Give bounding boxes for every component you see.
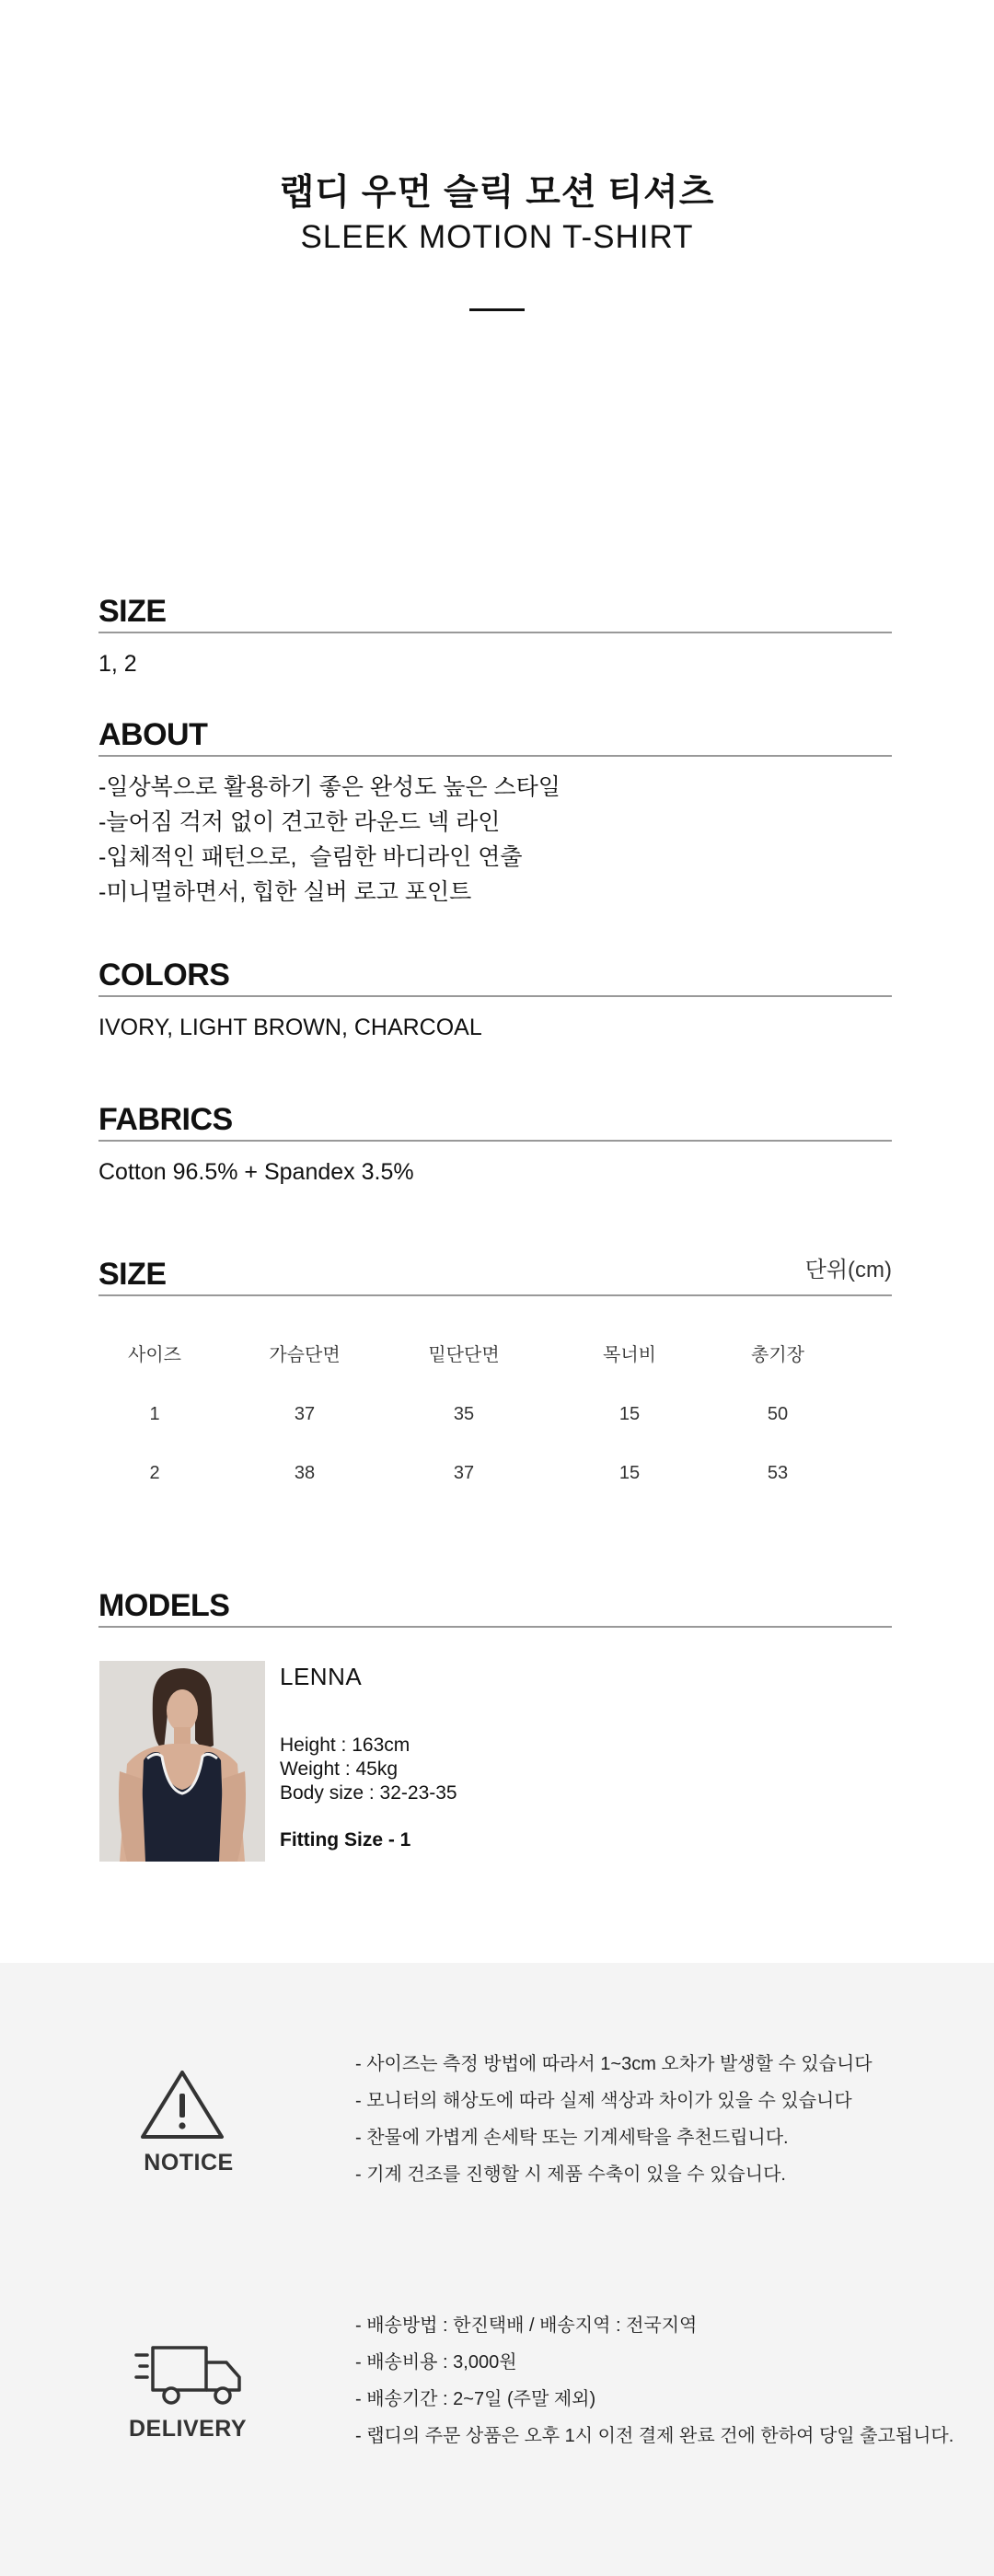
table-cell: 2 <box>149 1463 160 1483</box>
table-cell: 37 <box>453 1463 475 1483</box>
notice-label: NOTICE <box>144 2150 234 2176</box>
product-title-korean: 랩디 우먼 슬릭 모션 티셔츠 <box>279 173 715 213</box>
table-cell: 15 <box>618 1463 641 1483</box>
delivery-line: - 랩디의 주문 상품은 오후 1시 이전 결제 완료 건에 한하여 당일 출고됩니다. <box>355 2426 954 2446</box>
about-line: -일상복으로 활용하기 좋은 완성도 높은 스타일 <box>98 774 561 800</box>
about-section <box>98 717 892 910</box>
about-section-body <box>98 770 892 910</box>
table-header-row <box>98 1326 892 1385</box>
delivery-line: - 배송기간 : 2~7일 (주말 제외) <box>355 2389 596 2409</box>
size-options-text: 1, 2 <box>98 651 137 677</box>
size-chart-unit: 단위(cm) <box>804 1258 892 1282</box>
table-header-cell: 가슴단면 <box>269 1345 341 1365</box>
model-height: Height : 163cm <box>280 1735 410 1756</box>
table-header-cell: 총기장 <box>751 1345 804 1365</box>
model-photo <box>99 1661 265 1862</box>
about-line: -미니멀하면서, 힙한 실버 로고 포인트 <box>98 879 472 905</box>
delivery-label: DELIVERY <box>129 2416 248 2442</box>
notice-line: - 모니터의 해상도에 따라 실제 색상과 차이가 있을 수 있습니다 <box>355 2091 852 2111</box>
notice-line: - 찬물에 가볍게 손세탁 또는 기계세탁을 추천드립니다. <box>355 2128 789 2148</box>
table-cell: 35 <box>453 1404 475 1424</box>
models-section <box>98 1588 892 1628</box>
size-chart-section <box>98 1259 892 1296</box>
table-row <box>98 1385 892 1444</box>
product-title-english: SLEEK MOTION T-SHIRT <box>300 219 694 255</box>
about-section-header <box>98 717 892 757</box>
model-name: LENNA <box>280 1663 363 1690</box>
model-fitting-size: Fitting Size - 1 <box>280 1829 411 1851</box>
title-divider <box>469 308 525 311</box>
table-header-cell: 밑단단면 <box>428 1345 500 1365</box>
size-section-body <box>98 646 892 681</box>
size-chart-header <box>98 1259 892 1296</box>
table-cell: 50 <box>767 1404 789 1424</box>
model-figure-illustration <box>99 1661 265 1862</box>
delivery-line: - 배송방법 : 한진택배 / 배송지역 : 전국지역 <box>355 2315 698 2336</box>
product-header <box>0 0 994 552</box>
model-body-size: Body size : 32-23-35 <box>280 1782 457 1804</box>
colors-text: IVORY, LIGHT BROWN, CHARCOAL <box>98 1015 482 1040</box>
table-row <box>98 1444 892 1503</box>
about-section-title: ABOUT <box>98 717 208 752</box>
model-weight: Weight : 45kg <box>280 1758 399 1780</box>
fabrics-text: Cotton 96.5% + Spandex 3.5% <box>98 1159 414 1185</box>
fabrics-section-header <box>98 1102 892 1142</box>
colors-section-title: COLORS <box>98 957 230 992</box>
table-header-cell: 목너비 <box>603 1345 656 1365</box>
fabrics-section <box>98 1102 892 1189</box>
size-section <box>98 594 892 681</box>
about-line: -입체적인 패턴으로, 슬림한 바디라인 연출 <box>98 844 523 870</box>
fabrics-section-body <box>98 1155 892 1189</box>
notice-line: - 기계 건조를 진행할 시 제품 수축이 있을 수 있습니다. <box>355 2164 786 2185</box>
size-table <box>98 1326 892 1503</box>
delivery-truck-icon <box>134 2342 245 2410</box>
table-cell: 38 <box>294 1463 316 1483</box>
delivery-line: - 배송비용 : 3,000원 <box>355 2352 517 2373</box>
colors-section <box>98 957 892 1045</box>
fabrics-section-title: FABRICS <box>98 1102 233 1137</box>
model-stats <box>280 1734 832 1805</box>
warning-icon <box>138 2068 226 2141</box>
size-section-title: SIZE <box>98 594 167 629</box>
size-chart-title: SIZE <box>98 1257 167 1292</box>
models-section-header <box>98 1588 892 1628</box>
delivery-list <box>355 2307 954 2454</box>
notice-list <box>355 2046 944 2193</box>
about-line: -늘어짐 걱저 없이 견고한 라운드 넥 라인 <box>98 809 501 835</box>
table-cell: 1 <box>149 1404 160 1424</box>
colors-section-header <box>98 957 892 997</box>
table-cell: 53 <box>767 1463 789 1483</box>
size-section-header <box>98 594 892 633</box>
notice-line: - 사이즈는 측정 방법에 따라서 1~3cm 오차가 발생할 수 있습니다 <box>355 2054 873 2074</box>
table-cell: 15 <box>618 1404 641 1424</box>
model-info <box>280 1663 832 1851</box>
colors-section-body <box>98 1010 892 1045</box>
table-cell: 37 <box>294 1404 316 1424</box>
models-section-title: MODELS <box>98 1588 230 1623</box>
table-header-cell: 사이즈 <box>128 1345 181 1365</box>
